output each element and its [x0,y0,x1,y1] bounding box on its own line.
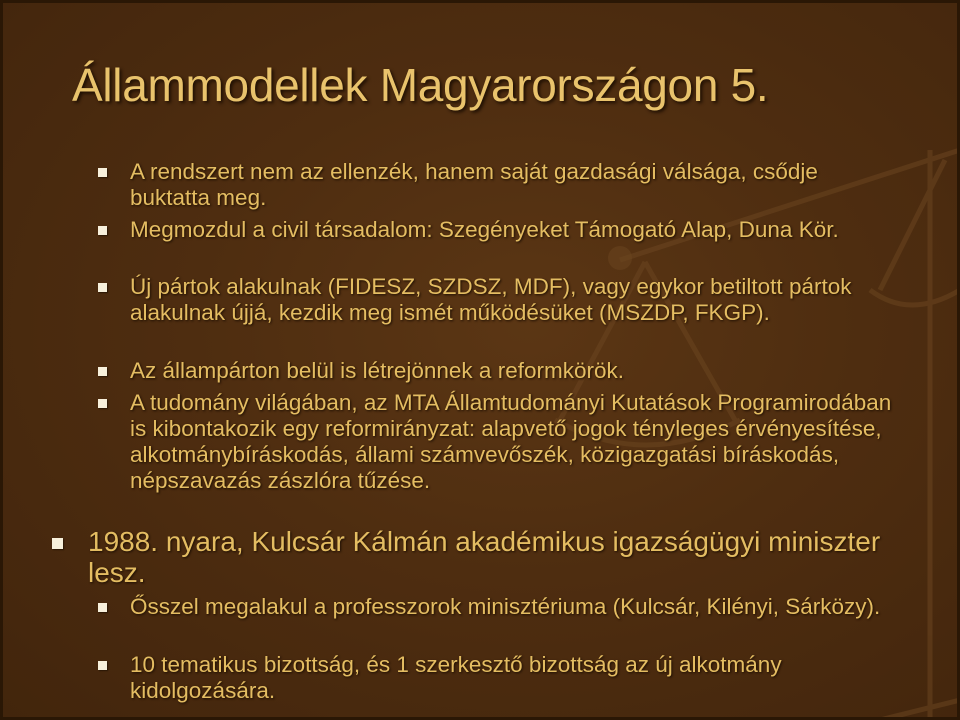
square-bullet-icon [98,168,107,177]
square-bullet-icon [98,226,107,235]
square-bullet-icon [98,603,107,612]
bullet-text: A tudomány világában, az MTA Államtudományi Kutatások Programirodában is kibontakozik egy reformirányzat: alapvető jogok tényleges érvényesítése, alkotmánybíráskodás, állami számvevőszék, közigazgatási bíráskodás, népszavazás zászlóra tűzése. [130,390,892,493]
bullet-item [52,526,902,588]
bullet-item [98,159,898,211]
bullet-item [98,652,898,704]
bullet-item [98,594,898,620]
bullet-text: 10 tematikus bizottság, és 1 szerkesztő bizottság az új alkotmány kidolgozására. [130,652,782,703]
bullet-text: A rendszert nem az ellenzék, hanem saját gazdasági válsága, csődje buktatta meg. [130,159,818,210]
slide-title: Állammodellek Magyarországon 5. [72,59,769,111]
square-bullet-icon [98,283,107,292]
bullet-text: Új pártok alakulnak (FIDESZ, SZDSZ, MDF), vagy egykor betiltott pártok alakulnak újjá, kezdik meg ismét működésüket (MSZDP, FKGP). [130,274,852,325]
square-bullet-icon [98,367,107,376]
square-bullet-icon [98,661,107,670]
bullet-text: Ősszel megalakul a professzorok minisztériuma (Kulcsár, Kilényi, Sárközy). [130,594,881,619]
square-bullet-icon [52,538,63,549]
bullet-item [98,274,898,326]
bullet-text: 1988. nyara, Kulcsár Kálmán akadémikus igazságügyi miniszter lesz. [88,526,881,588]
bullet-text: Megmozdul a civil társadalom: Szegényeket Támogató Alap, Duna Kör. [130,217,839,242]
square-bullet-icon [98,399,107,408]
bullet-item [98,217,898,243]
bullet-text: Az állampárton belül is létrejönnek a reformkörök. [130,358,624,383]
bullet-item [98,390,898,494]
bullet-item [98,358,898,384]
